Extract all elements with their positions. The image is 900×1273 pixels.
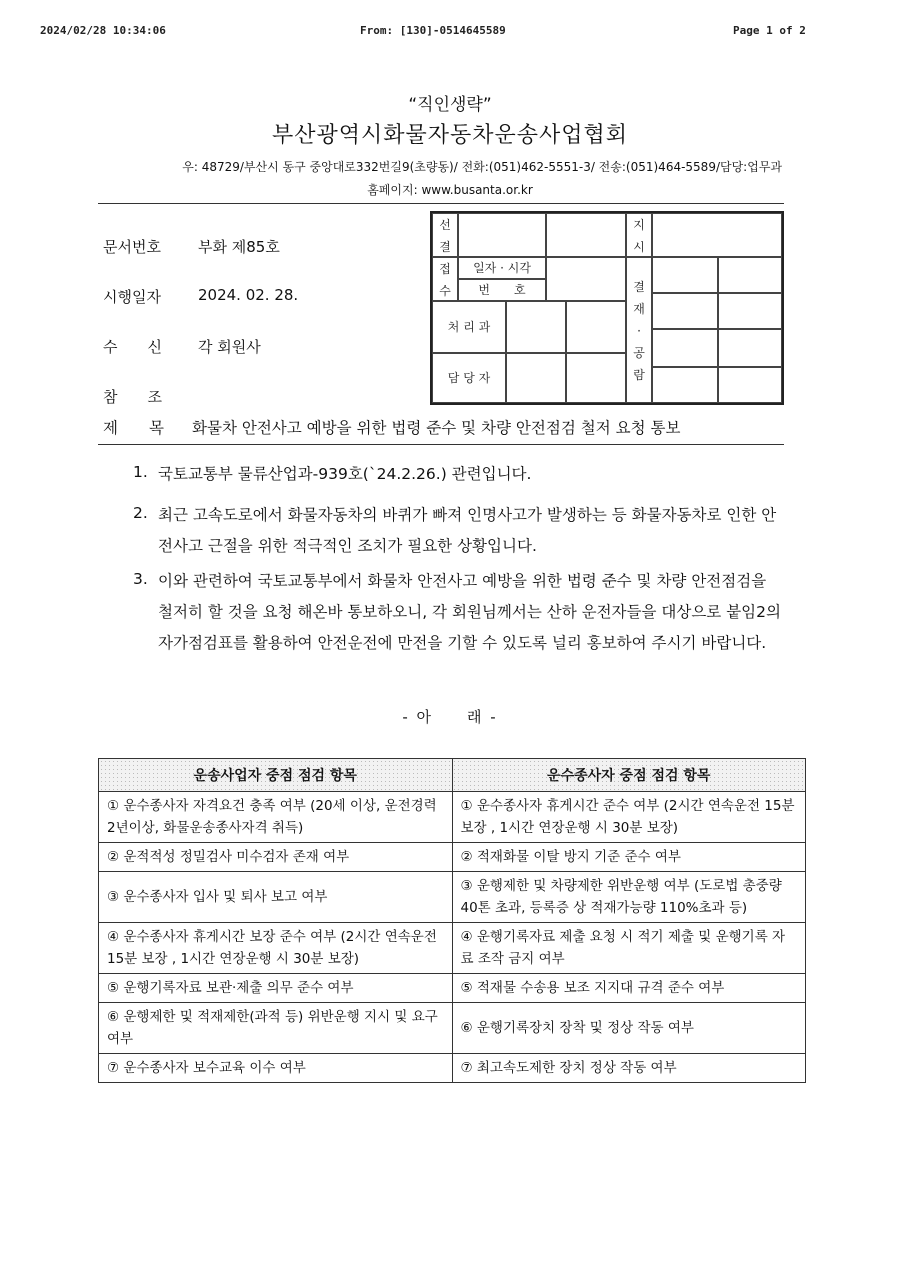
table-cell: ③ 운행제한 및 차량제한 위반운행 여부 (도로법 총중량40톤 초과, 등록증 상 적재가능량 110%초과 등): [452, 872, 806, 923]
checklist-table: [98, 758, 806, 1083]
table-cell: ② 적재화물 이탈 방지 기준 준수 여부: [452, 843, 806, 872]
date-row: [103, 286, 299, 307]
slogan: “직인생략”: [408, 95, 492, 115]
recipient-row: [103, 336, 261, 357]
process-dept-label: 처 리 과: [432, 301, 506, 353]
approval-label-jisi: 지 시: [626, 213, 652, 257]
issue-date: 2024. 02. 28.: [198, 286, 299, 304]
table-cell: ③ 운수종사자 입사 및 퇴사 보고 여부: [99, 872, 453, 923]
table-row: [99, 974, 806, 1003]
address-line: 우: 48729/부산시 동구 중앙대로332번길9(초량동)/ 전화:(051)462-5551-3/ 전송:(051)464-5589/담당:업무과: [182, 160, 782, 174]
approval-cell: [652, 367, 718, 403]
approval-cell: [506, 301, 566, 353]
approval-cell: [566, 301, 626, 353]
approval-cell: [718, 329, 782, 367]
approval-cell: [546, 257, 626, 301]
fax-page: Page 1 of 2: [733, 24, 806, 37]
table-cell: ⑦ 운수종사자 보수교육 이수 여부: [99, 1054, 453, 1083]
approval-cell: [718, 257, 782, 293]
subject-text: 화물차 안전사고 예방을 위한 법령 준수 및 차량 안전점검 철저 요청 통보: [192, 419, 681, 437]
approval-label-gyeoljae-gongram: 결 재 · 공 람: [626, 257, 652, 403]
approval-box: [430, 211, 784, 405]
approval-cell: [566, 353, 626, 403]
approval-cell: [652, 213, 782, 257]
table-cell: ① 운수종사자 자격요건 충족 여부 (20세 이상, 운전경력 2년이상, 화물운송종사자격 취득): [99, 792, 453, 843]
table-row: [99, 843, 806, 872]
approval-cell: [718, 367, 782, 403]
approval-cell: [652, 293, 718, 329]
doc-number: 부화 제85호: [198, 238, 280, 256]
reference-row: [103, 386, 162, 407]
approval-cell: [546, 213, 626, 257]
approval-cell: [718, 293, 782, 329]
approval-cell: [652, 257, 718, 293]
doc-number-row: [103, 236, 280, 257]
table-row: [99, 872, 806, 923]
table-row: [99, 1054, 806, 1083]
approval-cell: [506, 353, 566, 403]
table-cell: ⑤ 운행기록자료 보관·제출 의무 준수 여부: [99, 974, 453, 1003]
column-header: 운송사업자 중점 점검 항목: [99, 759, 453, 792]
doc-number-label: 문서번호: [103, 238, 161, 256]
subject-rule: [98, 444, 784, 445]
approval-label-jeopsu: 접 수: [432, 257, 458, 301]
recipient-label: 수 신: [103, 338, 162, 356]
table-header-row: [99, 759, 806, 792]
table-cell: ② 운적적성 정밀검사 미수검자 존재 여부: [99, 843, 453, 872]
table-cell: ④ 운행기록자료 제출 요청 시 적기 제출 및 운행기록 자료 조작 금지 여부: [452, 923, 806, 974]
table-cell: ⑤ 적재물 수송용 보조 지지대 규격 준수 여부: [452, 974, 806, 1003]
person-in-charge-label: 담 당 자: [432, 353, 506, 403]
table-cell: ⑥ 운행제한 및 적재제한(과적 등) 위반운행 지시 및 요구 여부: [99, 1003, 453, 1054]
fax-from: From: [130]-0514645589: [360, 24, 506, 37]
recipient: 각 회원사: [198, 338, 261, 356]
table-cell: ⑥ 운행기록장치 장착 및 정상 작동 여부: [452, 1003, 806, 1054]
receipt-time-label: 일자 · 시각: [458, 257, 546, 279]
approval-cell: [458, 213, 546, 257]
table-cell: ① 운수종사자 휴게시간 준수 여부 (2시간 연속운전 15분 보장 , 1시간 연장운행 시 30분 보장): [452, 792, 806, 843]
table-cell: ⑦ 최고속도제한 장치 정상 작동 여부: [452, 1054, 806, 1083]
date-label: 시행일자: [103, 288, 161, 306]
column-header: 운수종사자 중점 점검 항목: [452, 759, 806, 792]
header-rule: [98, 203, 784, 204]
approval-cell: [652, 329, 718, 367]
section-heading: - 아 래 -: [402, 708, 498, 726]
subject-row: [103, 416, 681, 438]
reference-label: 참 조: [103, 388, 162, 406]
table-cell: ④ 운수종사자 휴게시간 보장 준수 여부 (2시간 연속운전 15분 보장 , 1시간 연장운행 시 30분 보장): [99, 923, 453, 974]
receipt-number-label: 번 호: [458, 279, 546, 301]
subject-label: 제 목: [103, 419, 164, 437]
fax-datetime: 2024/02/28 10:34:06: [40, 24, 166, 37]
homepage-line: 홈페이지: www.busanta.or.kr: [367, 183, 533, 197]
table-row: [99, 792, 806, 843]
organization-name: 부산광역시화물자동차운송사업협회: [271, 123, 629, 148]
table-row: [99, 923, 806, 974]
table-row: [99, 1003, 806, 1054]
approval-label-seongyeol: 선 결: [432, 213, 458, 257]
